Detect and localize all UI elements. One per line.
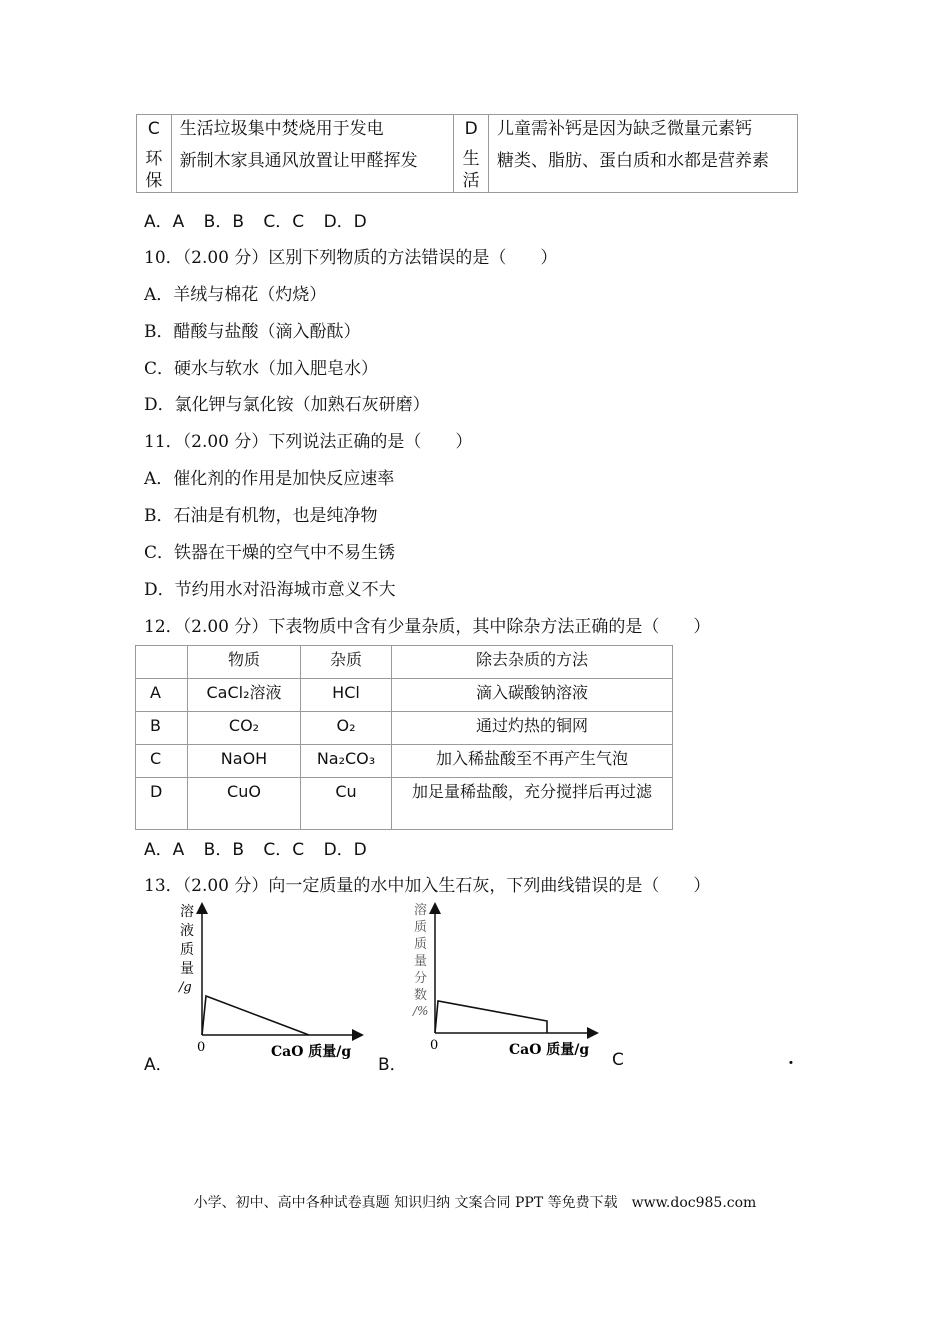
y-label-char: 质 xyxy=(414,937,428,952)
q9-d-line1: 儿童需补钙是因为缺乏微量元素钙 xyxy=(497,119,752,139)
q13-graph-b xyxy=(405,900,605,1065)
q11-option-b[interactable]: B．石油是有机物，也是纯净物 xyxy=(144,506,378,526)
q12-header-impurity: 杂质 xyxy=(301,646,392,679)
y-label-char: 分 xyxy=(414,971,428,986)
q10-option-d[interactable]: D．氯化钾与氯化铵（加熟石灰研磨） xyxy=(144,395,430,415)
q9-option-b[interactable]: B．B xyxy=(203,212,244,232)
q12-stem: 12．（2.00 分）下表物质中含有少量杂质，其中除杂方法正确的是（ ） xyxy=(144,617,711,637)
q12-substance: NaOH xyxy=(188,745,301,778)
q12-method: 加入稀盐酸至不再产生气泡 xyxy=(392,745,673,778)
q11-option-a[interactable]: A．催化剂的作用是加快反应速率 xyxy=(144,469,395,489)
y-label-char: 溶 xyxy=(414,903,428,918)
y-label-char: 质 xyxy=(414,920,428,935)
q12-option-b[interactable]: B．B xyxy=(203,840,244,860)
q9-option-c[interactable]: C．C xyxy=(263,212,305,232)
q13-trailing-dot: . xyxy=(788,1049,794,1069)
y-label-char: 量 xyxy=(414,954,428,969)
q9-cell-c-key xyxy=(137,115,172,193)
y-label-char: /% xyxy=(413,1004,429,1018)
table-row xyxy=(136,712,673,745)
q12-header-substance: 物质 xyxy=(188,646,301,679)
q12-substance: CO₂ xyxy=(188,712,301,745)
table-row xyxy=(136,679,673,712)
q12-row-label: D xyxy=(136,778,188,830)
q12-substance: CaCl₂溶液 xyxy=(188,679,301,712)
y-label-char: 质 xyxy=(180,942,194,958)
q9-c-key: C xyxy=(147,119,160,139)
q12-impurity: HCl xyxy=(301,679,392,712)
y-label-char: 量 xyxy=(180,961,194,977)
q10-stem: 10．（2.00 分）区别下列物质的方法错误的是（ ） xyxy=(144,248,558,268)
q12-header-method: 除去杂质的方法 xyxy=(392,646,673,679)
y-label-char: 数 xyxy=(414,988,428,1003)
y-label-char: 液 xyxy=(180,923,194,939)
x-label: CaO 质量/g xyxy=(509,1042,590,1058)
q12-impurity: Na₂CO₃ xyxy=(301,745,392,778)
curve-line xyxy=(435,1001,547,1033)
q11-option-c[interactable]: C．铁器在干燥的空气中不易生锈 xyxy=(144,543,396,563)
q12-method: 滴入碳酸钠溶液 xyxy=(392,679,673,712)
q12-table xyxy=(135,645,673,830)
q9-cell-d-text xyxy=(489,115,798,193)
q9-options xyxy=(144,207,381,232)
q12-option-d[interactable]: D．D xyxy=(323,840,367,860)
q12-row-label: C xyxy=(136,745,188,778)
q9-cell-d-key xyxy=(454,115,489,193)
q12-header-row xyxy=(136,646,673,679)
q9-option-d[interactable]: D．D xyxy=(323,212,367,232)
q12-substance: CuO xyxy=(188,778,301,830)
q12-header-blank xyxy=(136,646,188,679)
table-row xyxy=(136,745,673,778)
y-label-char: /g xyxy=(179,980,192,995)
q9-d-key: D xyxy=(464,119,478,139)
page-footer: 小学、初中、高中各种试卷真题 知识归纳 文案合同 PPT 等免费下载 www.doc985.com xyxy=(193,1195,757,1211)
q9-table xyxy=(136,114,798,193)
curve-line xyxy=(202,996,309,1035)
q9-c-label-1: 环 xyxy=(145,149,163,169)
q12-option-a[interactable]: A．A xyxy=(144,840,185,860)
q10-option-c[interactable]: C．硬水与软水（加入肥皂水） xyxy=(144,359,379,379)
q9-c-line2: 新制木家具通风放置让甲醛挥发 xyxy=(179,151,418,171)
q13-option-b[interactable]: B． xyxy=(378,1055,407,1075)
q13-option-c[interactable]: C xyxy=(612,1050,624,1070)
origin-label: 0 xyxy=(430,1038,439,1053)
q9-c-line1: 生活垃圾集中焚烧用于发电 xyxy=(179,119,384,139)
q12-row-label: B xyxy=(136,712,188,745)
q13-stem: 13．（2.00 分）向一定质量的水中加入生石灰，下列曲线错误的是（ ） xyxy=(144,876,711,896)
q12-row-label: A xyxy=(136,679,188,712)
q12-options xyxy=(144,835,381,860)
q12-method: 通过灼热的铜网 xyxy=(392,712,673,745)
q9-d-label-1: 生 xyxy=(462,149,480,169)
q13-option-a[interactable]: A． xyxy=(144,1055,173,1075)
q12-impurity: O₂ xyxy=(301,712,392,745)
q13-graph-a xyxy=(170,900,370,1065)
q9-cell-c-text xyxy=(171,115,454,193)
q9-d-label-2: 活 xyxy=(462,171,480,191)
q10-option-a[interactable]: A．羊绒与棉花（灼烧） xyxy=(144,285,327,305)
q10-option-b[interactable]: B．醋酸与盐酸（滴入酚酞） xyxy=(144,322,361,342)
origin-label: 0 xyxy=(197,1040,206,1055)
q11-stem: 11．（2.00 分）下列说法正确的是（ ） xyxy=(144,432,473,452)
q9-c-label-2: 保 xyxy=(145,171,163,191)
q9-option-a[interactable]: A．A xyxy=(144,212,185,232)
q12-method: 加足量稀盐酸，充分搅拌后再过滤 xyxy=(392,778,673,830)
q9-d-line2: 糖类、脂肪、蛋白质和水都是营养素 xyxy=(497,151,769,171)
y-label-char: 溶 xyxy=(180,904,194,920)
q12-option-c[interactable]: C．C xyxy=(263,840,305,860)
table-row xyxy=(136,778,673,830)
q12-impurity: Cu xyxy=(301,778,392,830)
x-label: CaO 质量/g xyxy=(271,1044,352,1060)
q11-option-d[interactable]: D．节约用水对沿海城市意义不大 xyxy=(144,580,396,600)
